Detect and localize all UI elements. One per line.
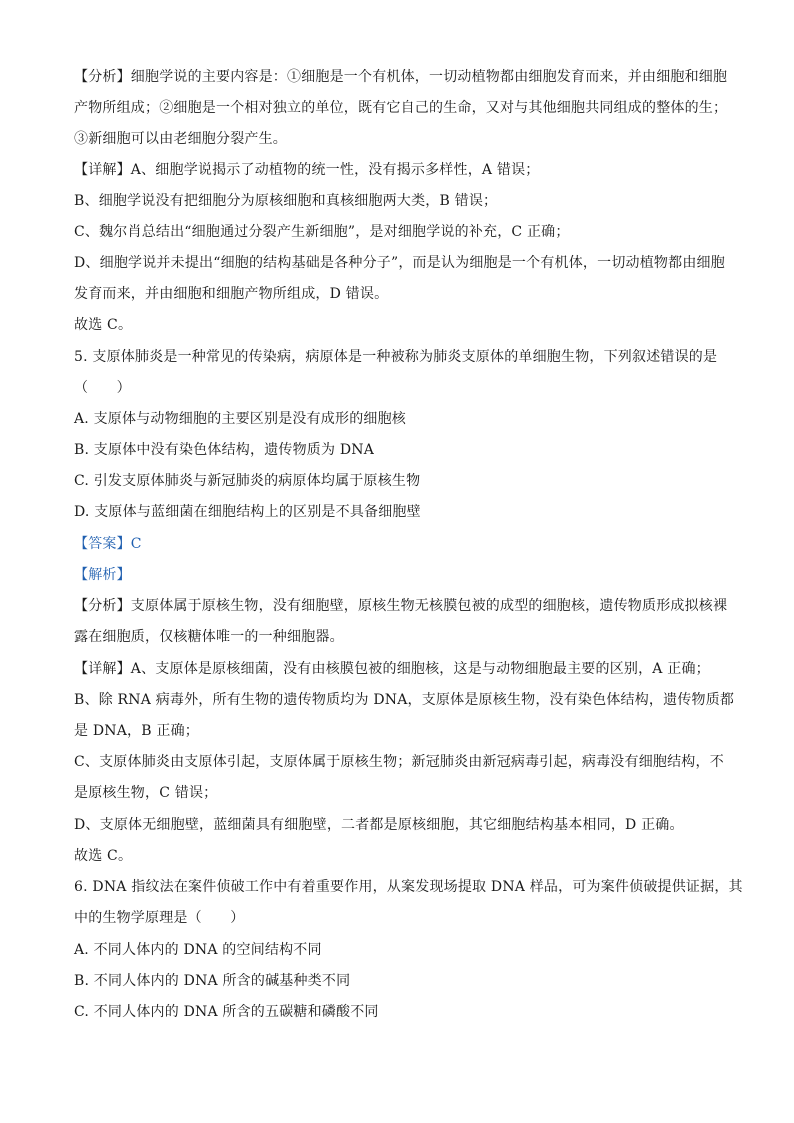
question-5-stem: 5. 支原体肺炎是一种常见的传染病，病原体是一种被称为肺炎支原体的单细胞生物，下列叙述错误的是 [74,349,718,365]
analysis-line: 【分析】支原体属于原核生物，没有细胞壁，原核生物无核膜包被的成型的细胞核，遗传物质形成拟核裸 [74,598,728,614]
conclusion-line: 故选 C。 [74,848,133,864]
text-line: D、细胞学说并未提出“细胞的结构基础是各种分子”，而是认为细胞是一个有机体，一切动植物都由细胞 [74,255,725,271]
option-b: B. 不同人体内的 DNA 所含的碱基种类不同 [74,973,351,989]
option-a: A. 支原体与动物细胞的主要区别是没有成形的细胞核 [74,411,407,427]
text-line: C、魏尔肖总结出“细胞通过分裂产生新细胞”，是对细胞学说的补充，C 正确； [74,224,570,240]
option-a: A. 不同人体内的 DNA 的空间结构不同 [74,942,322,958]
question-6-stem: 6. DNA 指纹法在案件侦破工作中有着重要作用，从案发现场提取 DNA 样品，可为案件侦破提供证据，其 [74,879,743,895]
answer-label: 【答案】C [74,536,142,552]
detail-line: 【详解】A、细胞学说揭示了动植物的统一性，没有揭示多样性，A 错误； [74,162,540,178]
question-6-stem-cont: 中的生物学原理是（ ） [74,910,245,926]
text-line: 产物所组成；②细胞是一个相对独立的单位，既有它自己的生命，又对与其他细胞共同组成的整体的生； [74,100,728,116]
text-line: 露在细胞质，仅核糖体唯一的一种细胞器。 [74,629,344,645]
text-line: 是 DNA，B 正确； [74,723,199,739]
text-line: 发育而来，并由细胞和细胞产物所组成，D 错误。 [74,286,389,302]
text-line: ③新细胞可以由老细胞分裂产生。 [74,131,287,147]
explanation-label: 【解析】 [74,567,131,583]
option-c: C. 引发支原体肺炎与新冠肺炎的病原体均属于原核生物 [74,473,421,489]
text-line: D、支原体无细胞壁，蓝细菌具有细胞壁，二者都是原核细胞，其它细胞结构基本相同，D 正确。 [74,817,684,833]
analysis-line: 【分析】细胞学说的主要内容是：①细胞是一个有机体，一切动植物都由细胞发育而来，并由细胞和细胞 [74,69,728,85]
question-5-bracket: （ ） [74,380,131,396]
text-line: B、细胞学说没有把细胞分为原核细胞和真核细胞两大类，B 错误； [74,193,498,209]
option-b: B. 支原体中没有染色体结构，遗传物质为 DNA [74,442,375,458]
conclusion-line: 故选 C。 [74,317,133,333]
option-d: D. 支原体与蓝细菌在细胞结构上的区别是不具备细胞壁 [74,504,421,520]
text-line: C、支原体肺炎由支原体引起，支原体属于原核生物；新冠肺炎由新冠病毒引起，病毒没有细胞结构，不 [74,754,724,770]
option-c: C. 不同人体内的 DNA 所含的五碳糖和磷酸不同 [74,1004,379,1020]
text-line: 是原核生物，C 错误； [74,785,218,801]
text-line: B、除 RNA 病毒外，所有生物的遗传物质均为 DNA，支原体是原核生物，没有染色体结构，遗传物质都 [74,692,735,708]
detail-line: 【详解】A、支原体是原核细菌，没有由核膜包被的细胞核，这是与动物细胞最主要的区别，A 正确； [74,661,710,677]
